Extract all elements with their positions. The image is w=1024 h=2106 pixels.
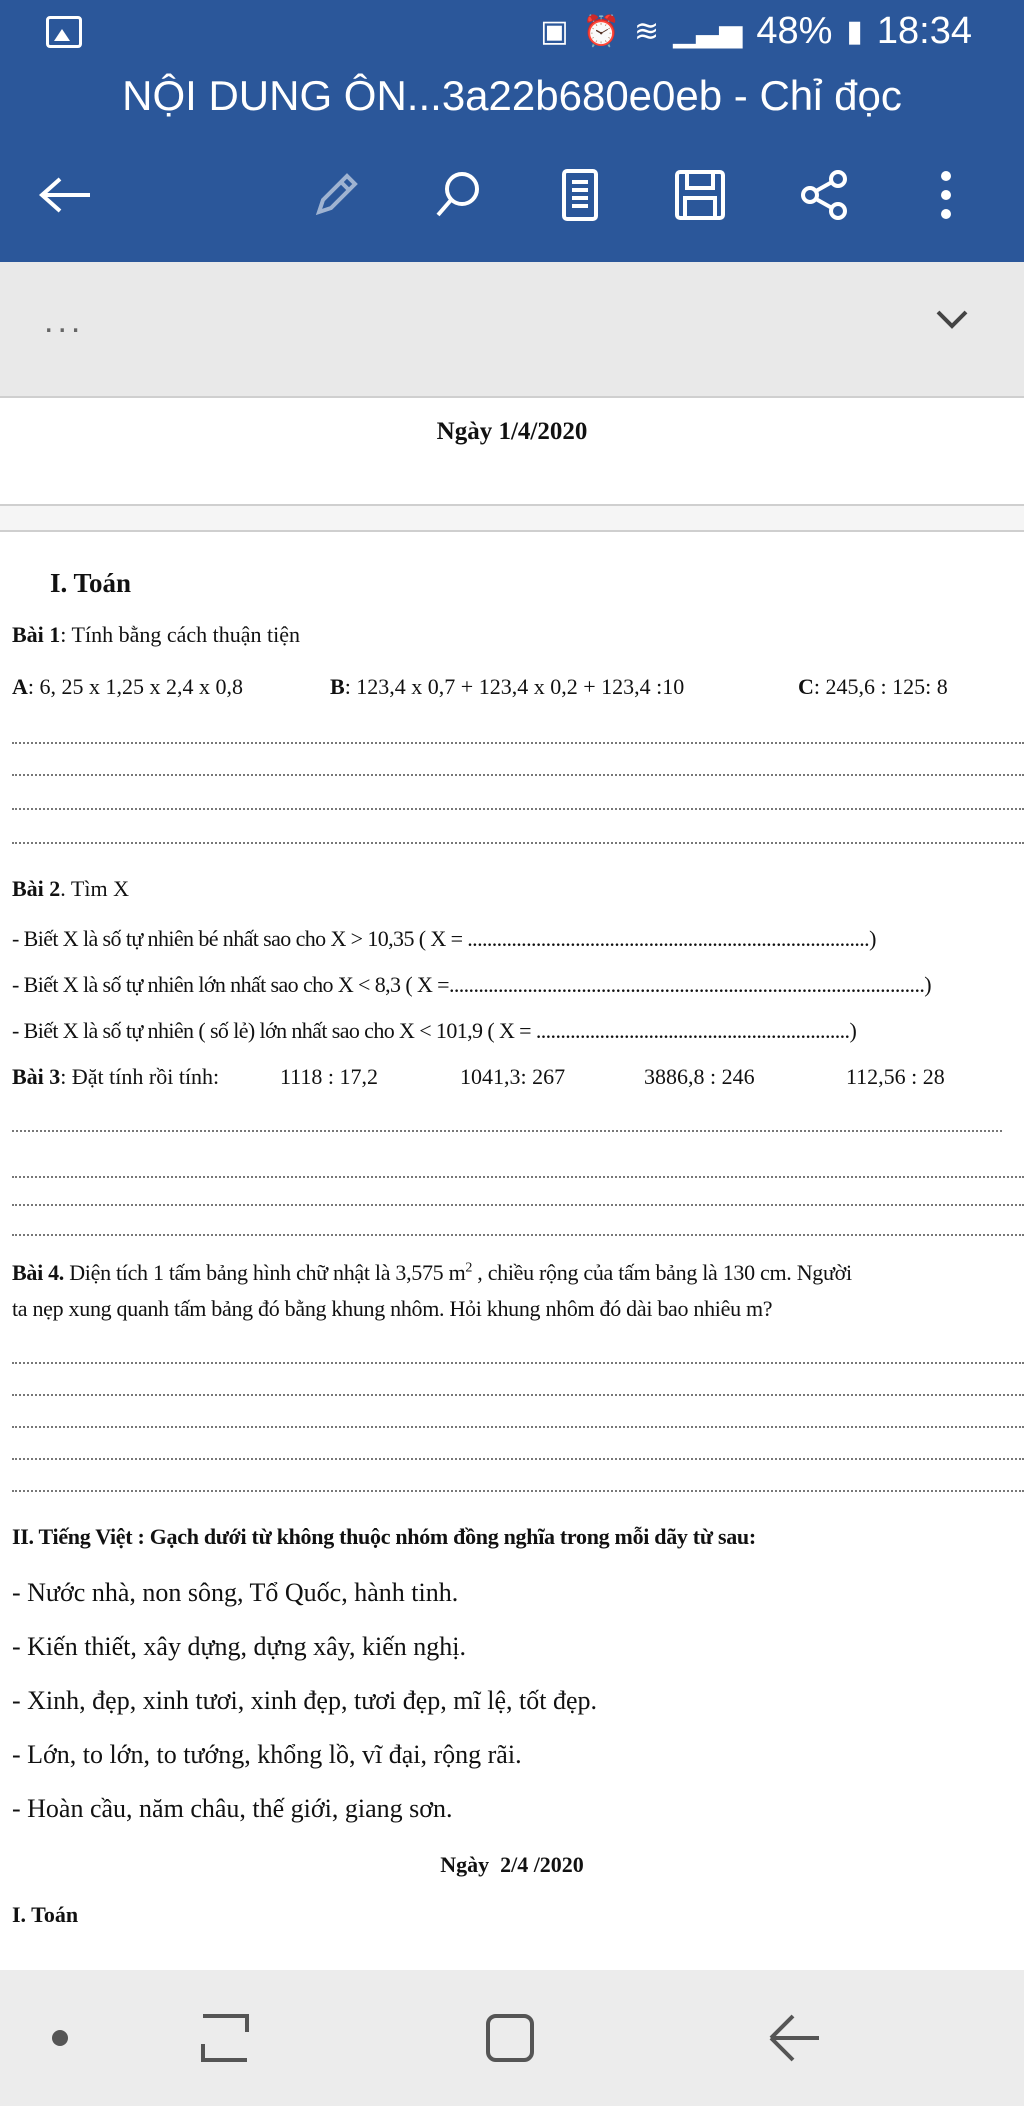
answer-line — [12, 742, 1024, 744]
answer-line — [12, 1130, 1002, 1132]
answer-line — [12, 1490, 1024, 1492]
exercise-3-text: : Đặt tính rồi tính: — [60, 1064, 220, 1089]
document-title: NỘI DUNG ÔN...3a22b680e0eb - Chỉ đọc — [122, 72, 902, 119]
share-button[interactable] — [784, 150, 864, 240]
exercise-3-expr-4: 112,56 : 28 — [846, 1064, 945, 1089]
ribbon-collapse-bar[interactable] — [0, 262, 1024, 398]
exercise-3-label: Bài 3 — [12, 1064, 61, 1089]
exercise-2-text: . Tìm X — [60, 876, 129, 901]
answer-line — [12, 842, 1024, 844]
more-icon — [936, 168, 956, 222]
exercise-1 — [12, 622, 300, 648]
answer-line — [12, 1362, 1024, 1364]
exercise-2-label: Bài 2 — [12, 876, 61, 901]
dot-button[interactable] — [30, 1970, 90, 2106]
date-heading-2: Ngày 2/4 /2020 — [440, 1852, 584, 1877]
home-button[interactable] — [470, 1970, 550, 2106]
part-c-text: : 245,6 : 125: 8 — [813, 674, 948, 699]
search-button[interactable] — [418, 150, 498, 240]
back-nav-button[interactable] — [750, 1970, 840, 2106]
dot-icon — [50, 2028, 70, 2048]
exercise-2-item: - Biết X là số tự nhiên ( số lẻ) lớn nhất sao cho X < 101,9 ( X = ................................................................) — [12, 1018, 857, 1043]
battery-saver-icon: ▣ — [540, 15, 569, 48]
toolbar — [0, 150, 1024, 240]
status-bar — [0, 0, 1024, 70]
save-button[interactable] — [660, 150, 740, 240]
part-a-label: A — [12, 674, 28, 699]
exercise-1-label: Bài 1 — [12, 622, 61, 647]
vietnamese-item: - Kiến thiết, xây dựng, dựng xây, kiến nghị. — [12, 1632, 466, 1661]
date-heading-1: Ngày 1/4/2020 — [436, 418, 588, 445]
exercise-4-text: Diện tích 1 tấm bảng hình chữ nhật là 3,575 m — [64, 1260, 466, 1285]
exercise-3-expr-1: 1118 : 17,2 — [280, 1064, 378, 1089]
clock: 18:34 — [876, 10, 972, 52]
exercise-4-label: Bài 4. — [12, 1260, 64, 1285]
exercise-4-line-1 — [12, 1260, 852, 1286]
part-b-label: B — [330, 674, 345, 699]
exercise-2-item: - Biết X là số tự nhiên bé nhất sao cho X > 10,35 ( X = ..................................................................................) — [12, 926, 876, 951]
alarm-icon: ⏰ — [582, 15, 620, 48]
home-icon — [484, 2012, 536, 2064]
answer-line — [12, 1394, 1024, 1396]
vietnamese-item: - Xinh, đẹp, xinh tươi, xinh đẹp, tươi đẹp, mĩ lệ, tốt đẹp. — [12, 1686, 597, 1715]
exercise-4-line-2: ta nẹp xung quanh tấm bảng đó bằng khung nhôm. Hỏi khung nhôm đó dài bao nhiêu m? — [12, 1296, 773, 1321]
section-math-heading-2: I. Toán — [12, 1902, 79, 1927]
signal-icon: ▁▃▅ — [673, 15, 743, 48]
answer-line — [12, 1204, 1024, 1206]
exercise-3-expr-3: 3886,8 : 246 — [644, 1064, 755, 1089]
answer-line — [12, 1176, 1024, 1178]
back-icon — [765, 2010, 825, 2066]
answer-line — [12, 1234, 1024, 1236]
vietnamese-item: - Hoàn cầu, năm châu, thế giới, giang sơn. — [12, 1794, 453, 1823]
recents-button[interactable] — [180, 1970, 270, 2106]
mobile-view-button[interactable] — [540, 150, 620, 240]
wifi-icon: ≋ — [633, 15, 660, 48]
save-icon — [673, 168, 727, 222]
exercise-2-item: - Biết X là số tự nhiên lớn nhất sao cho X < 8,3 ( X =.................................................................................................) — [12, 972, 931, 997]
vietnamese-item: - Nước nhà, non sông, Tổ Quốc, hành tinh. — [12, 1578, 459, 1607]
answer-line — [12, 808, 1024, 810]
navigation-bar — [0, 1970, 1024, 2106]
gallery-notification-icon — [46, 16, 82, 48]
back-button[interactable] — [26, 150, 106, 240]
pencil-icon — [311, 170, 361, 220]
exercise-3 — [12, 1064, 219, 1090]
part-c-label: C — [798, 674, 814, 699]
share-icon — [798, 169, 850, 221]
exercise-3-expr-2: 1041,3: 267 — [460, 1064, 566, 1089]
battery-icon: ▮ — [846, 15, 863, 48]
document-page-1 — [0, 398, 1024, 506]
exercise-4-text-b: , chiều rộng của tấm bảng là 130 cm. Người — [472, 1260, 852, 1285]
answer-line — [12, 1458, 1024, 1460]
exercise-4-sup: 2 — [465, 1260, 473, 1276]
document-icon — [560, 168, 600, 222]
chevron-down-icon[interactable] — [934, 308, 970, 332]
section-math-heading: I. Toán — [50, 568, 132, 598]
search-icon — [432, 169, 484, 221]
exercise-1-part-c — [798, 674, 948, 700]
part-b-text: : 123,4 x 0,7 + 123,4 x 0,2 + 123,4 :10 — [344, 674, 685, 699]
app-bar — [0, 0, 1024, 262]
section-vietnamese-heading: II. Tiếng Việt : Gạch dưới từ không thuộc nhóm đồng nghĩa trong mỗi dãy từ sau: — [12, 1524, 756, 1549]
part-a-text: : 6, 25 x 1,25 x 2,4 x 0,8 — [27, 674, 244, 699]
answer-line — [12, 774, 1024, 776]
edit-button[interactable] — [296, 150, 376, 240]
ribbon-ellipsis: ... — [44, 302, 85, 340]
exercise-1-part-a — [12, 674, 243, 700]
exercise-1-part-b — [330, 674, 684, 700]
answer-line — [12, 1426, 1024, 1428]
battery-percent: 48% — [756, 10, 833, 52]
recents-icon — [195, 2010, 255, 2066]
back-arrow-icon — [38, 175, 94, 215]
status-right — [540, 10, 972, 53]
vietnamese-item: - Lớn, to lớn, to tướng, khổng lồ, vĩ đại, rộng rãi. — [12, 1740, 522, 1769]
document-page-2 — [0, 530, 1024, 1972]
exercise-2 — [12, 876, 129, 902]
more-button[interactable] — [906, 150, 986, 240]
exercise-1-text: : Tính bằng cách thuận tiện — [60, 622, 300, 647]
